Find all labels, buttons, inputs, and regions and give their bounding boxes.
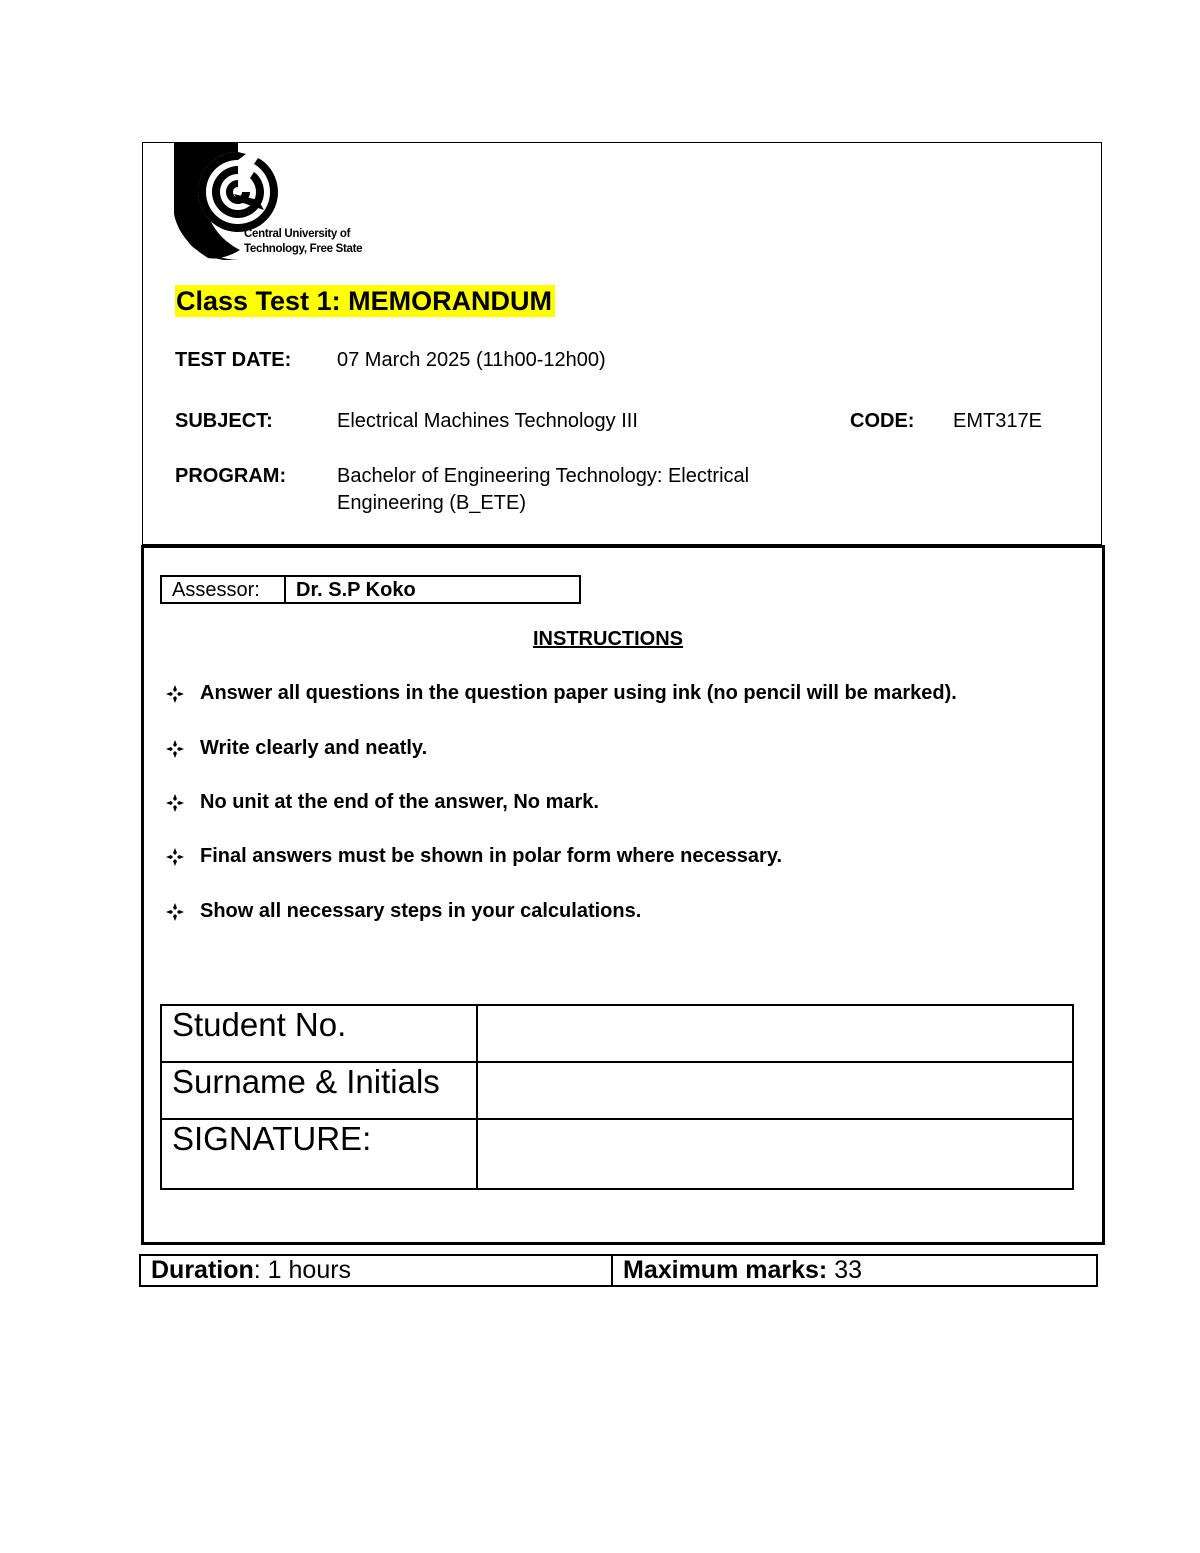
- duration-cell: [141, 1256, 613, 1285]
- signature-field[interactable]: [477, 1119, 1073, 1189]
- page-title: Class Test 1: MEMORANDUM: [175, 285, 555, 317]
- four-diamond-bullet-icon: [166, 794, 184, 812]
- four-diamond-bullet-icon: [166, 685, 184, 703]
- code-value: EMT317E: [953, 410, 1042, 432]
- table-row: [161, 1062, 1073, 1119]
- instructions-heading: INSTRUCTIONS: [533, 628, 683, 650]
- assessor-label: Assessor:: [162, 577, 286, 602]
- logo-text-line2: Technology, Free State: [244, 243, 363, 255]
- instruction-text: No unit at the end of the answer, No mark.: [200, 791, 599, 813]
- max-marks-cell: [613, 1256, 1096, 1285]
- surname-initials-label: Surname & Initials: [161, 1062, 477, 1119]
- duration-label: Duration: [151, 1256, 254, 1284]
- subject-label: SUBJECT:: [175, 410, 273, 432]
- max-marks-label: Maximum marks:: [623, 1256, 828, 1284]
- instruction-item: [166, 900, 641, 923]
- code-label: CODE:: [850, 410, 915, 432]
- four-diamond-bullet-icon: [166, 848, 184, 866]
- instruction-item: [166, 737, 427, 760]
- footer-box: [139, 1254, 1098, 1287]
- assessor-value: Dr. S.P Koko: [296, 579, 416, 601]
- program-value-line1: Bachelor of Engineering Technology: Electrical: [337, 465, 750, 487]
- student-no-field[interactable]: [477, 1005, 1073, 1062]
- student-details-table: [160, 1004, 1074, 1190]
- instruction-text: Final answers must be shown in polar form where necessary.: [200, 845, 783, 867]
- instruction-text: Answer all questions in the question paper using ink (no pencil will be marked).: [200, 682, 957, 704]
- four-diamond-bullet-icon: [166, 903, 184, 921]
- table-row: [161, 1119, 1073, 1189]
- max-marks-value: 33: [827, 1256, 863, 1284]
- four-diamond-bullet-icon: [166, 740, 184, 758]
- assessor-box: [160, 575, 581, 604]
- table-row: [161, 1005, 1073, 1062]
- program-value-line2: Engineering (B_ETE): [337, 492, 526, 514]
- logo-text-line1: Central University of: [244, 228, 351, 240]
- test-date-label: TEST DATE:: [175, 349, 292, 371]
- university-logo: [174, 142, 414, 262]
- instruction-item: [166, 845, 782, 868]
- program-label: PROGRAM:: [175, 465, 287, 487]
- subject-value: Electrical Machines Technology III: [337, 410, 638, 432]
- test-date-value: 07 March 2025 (11h00-12h00): [337, 349, 606, 371]
- instruction-text: Show all necessary steps in your calculations.: [200, 900, 642, 922]
- instruction-item: [166, 791, 599, 814]
- instruction-text: Write clearly and neatly.: [200, 737, 428, 759]
- instruction-item: [166, 682, 957, 705]
- surname-initials-field[interactable]: [477, 1062, 1073, 1119]
- signature-label: SIGNATURE:: [161, 1119, 477, 1189]
- duration-value: : 1 hours: [253, 1256, 352, 1284]
- student-no-label: Student No.: [161, 1005, 477, 1062]
